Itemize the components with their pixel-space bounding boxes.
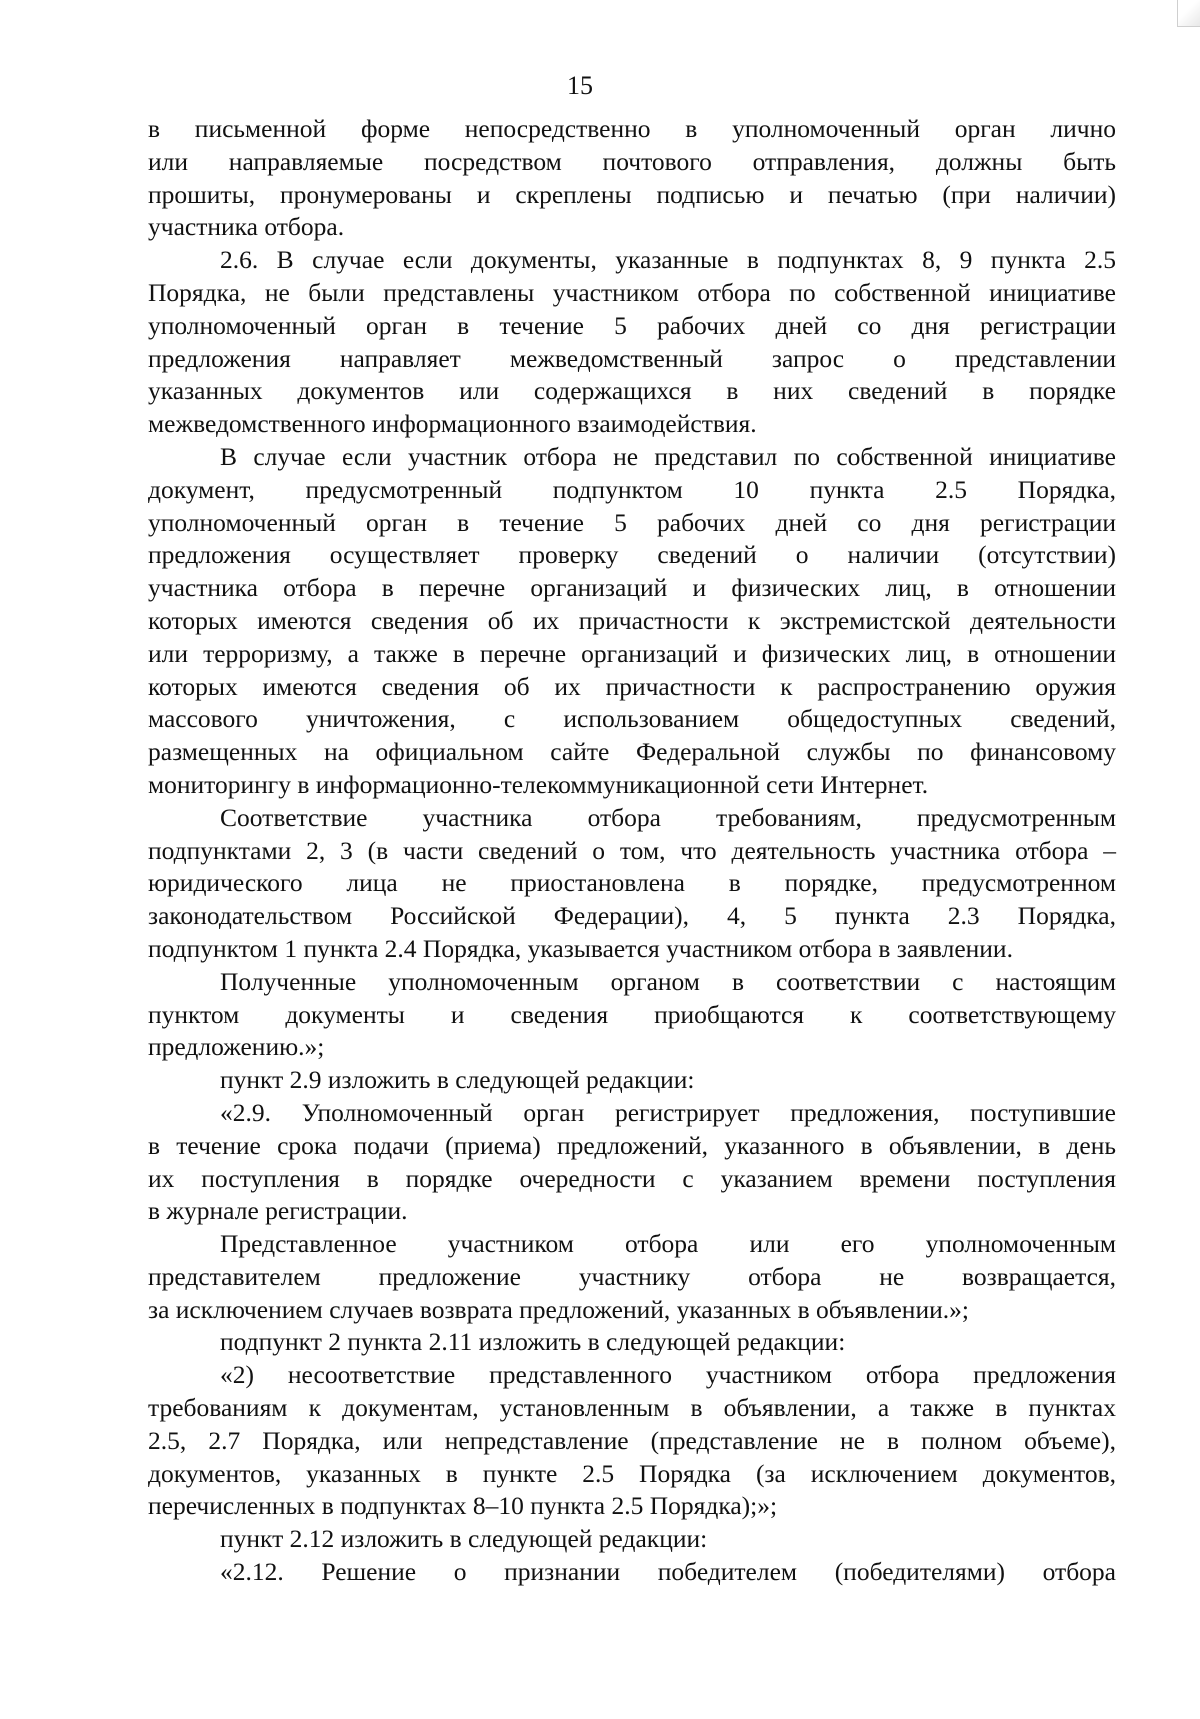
document-body [148, 113, 1116, 1589]
text-line: пункт 2.12 изложить в следующей редакции: [220, 1524, 708, 1554]
text-line: прошиты, пронумерованы и скреплены подписью и печатью (при наличии) [148, 179, 1116, 209]
text-line: «2.12. Решение о признании победителем (победителями) отбора [220, 1557, 1116, 1587]
text-line: подпункт 2 пункта 2.11 изложить в следующей редакции: [220, 1327, 846, 1357]
text-line: юридического лица не приостановлена в порядке, предусмотренном [148, 868, 1116, 898]
text-line: В случае если участник отбора не представил по собственной инициативе [220, 441, 1116, 471]
text-line: Полученные уполномоченным органом в соответствии с настоящим [220, 966, 1116, 996]
text-line: за исключением случаев возврата предложений, указанных в объявлении.»; [148, 1294, 969, 1324]
text-line: пунктом документы и сведения приобщаются к соответствующему [148, 999, 1116, 1029]
text-line: или направляемые посредством почтового отправления, должны быть [148, 146, 1116, 176]
text-line: «2.9. Уполномоченный орган регистрирует предложения, поступившие [220, 1097, 1116, 1127]
text-line: указанных документов или содержащихся в них сведений в порядке [148, 376, 1116, 406]
page-corner-mark [1177, 0, 1200, 27]
text-line: перечисленных в подпунктах 8–10 пункта 2.5 Порядка);»; [148, 1491, 778, 1521]
text-line: 2.5, 2.7 Порядка, или непредставление (представление не в полном объеме), [148, 1425, 1116, 1455]
text-line: законодательством Российской Федерации), 4, 5 пункта 2.3 Порядка, [148, 901, 1116, 931]
page-number: 15 [567, 71, 593, 100]
text-line: которых имеются сведения об их причастности к распространению оружия [148, 671, 1116, 701]
text-line: в журнале регистрации. [148, 1196, 408, 1226]
text-line: уполномоченный орган в течение 5 рабочих дней со дня регистрации [148, 507, 1116, 537]
text-line: требованиям к документам, установленным в объявлении, а также в пунктах [148, 1393, 1116, 1423]
text-line: размещенных на официальном сайте Федеральной службы по финансовому [148, 737, 1116, 767]
text-line: документ, предусмотренный подпунктом 10 пункта 2.5 Порядка, [148, 474, 1116, 504]
text-line: 2.6. В случае если документы, указанные в подпунктах 8, 9 пункта 2.5 [220, 245, 1116, 275]
text-line: в письменной форме непосредственно в уполномоченный орган лично [148, 114, 1116, 143]
text-line: межведомственного информационного взаимодействия. [148, 409, 757, 439]
text-line: массового уничтожения, с использованием общедоступных сведений, [148, 704, 1116, 734]
text-line: подпунктами 2, 3 (в части сведений о том, что деятельность участника отбора – [148, 835, 1116, 865]
text-line: уполномоченный орган в течение 5 рабочих дней со дня регистрации [148, 310, 1116, 340]
text-line: мониторингу в информационно-телекоммуникационной сети Интернет. [148, 769, 929, 799]
text-line: участника отбора в перечне организаций и физических лиц, в отношении [148, 573, 1116, 603]
text-line: или терроризму, а также в перечне организаций и физических лиц, в отношении [148, 638, 1116, 668]
text-line: предложению.»; [148, 1032, 325, 1062]
text-line: предложения осуществляет проверку сведений о наличии (отсутствии) [148, 540, 1116, 570]
text-line: Представленное участником отбора или его уполномоченным [220, 1229, 1116, 1259]
text-line: представителем предложение участнику отбора не возвращается, [148, 1261, 1116, 1291]
text-line: документов, указанных в пункте 2.5 Порядка (за исключением документов, [148, 1458, 1116, 1488]
text-line: которых имеются сведения об их причастности к экстремистской деятельности [148, 605, 1116, 635]
text-line: их поступления в порядке очередности с указанием времени поступления [148, 1163, 1116, 1193]
text-line: подпунктом 1 пункта 2.4 Порядка, указывается участником отбора в заявлении. [148, 933, 1013, 963]
text-line: в течение срока подачи (приема) предложений, указанного в объявлении, в день [148, 1130, 1116, 1160]
text-line: пункт 2.9 изложить в следующей редакции: [220, 1065, 695, 1095]
text-line: предложения направляет межведомственный запрос о представлении [148, 343, 1116, 373]
text-line: участника отбора. [148, 212, 345, 242]
text-line: Порядка, не были представлены участником отбора по собственной инициативе [148, 277, 1116, 307]
text-line: «2) несоответствие представленного участником отбора предложения [220, 1360, 1116, 1390]
text-line: Соответствие участника отбора требованиям, предусмотренным [220, 802, 1116, 832]
